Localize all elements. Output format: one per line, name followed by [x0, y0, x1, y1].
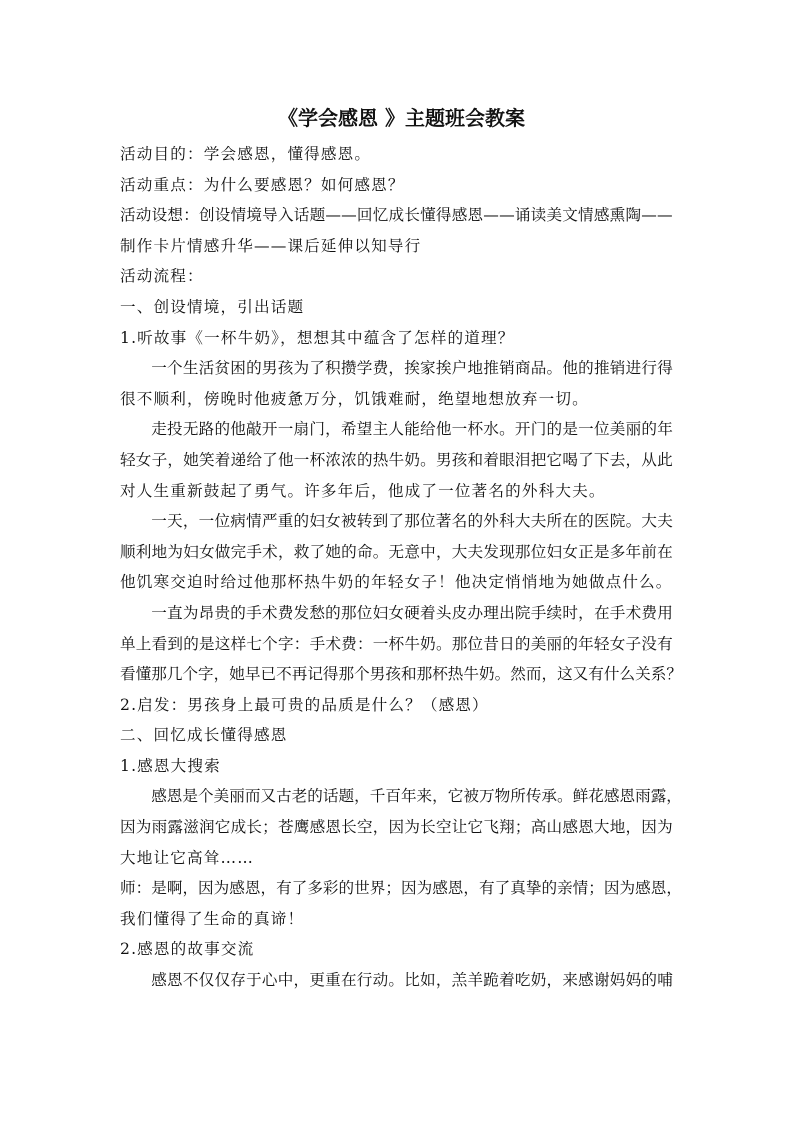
text-line: 2.启发：男孩身上最可贵的品质是什么？（感恩） [120, 695, 489, 714]
text-line: 看 懂 那 几 个 字 ， 她 早 已 不 再 记 得 那 个 男 孩 和 那 杯 热 牛 奶 。 然 而 ， 这 又 有 什 么 关 系 ？ [120, 665, 682, 684]
text-line: 制作卡片情感升华——课后延伸以知导行 [120, 236, 422, 255]
text-line: 2.感恩的故事交流 [120, 940, 255, 959]
text-line: 1.听故事《一杯牛奶》，想想其中蕴含了怎样的道理？ [120, 328, 515, 347]
text-line: 大地让它高耸…… [120, 848, 254, 867]
text-line: 他饥寒交迫时给过他那杯热牛奶的年轻女子！他决定悄悄地为她做点什么。 [120, 573, 673, 592]
text-line: 感 恩 是 个 美 丽 而 又 古 老 的 话 题 ， 千 百 年 来 ， 它 被 万 物 所 传 承 。 鲜 花 感 恩 雨 露 ， [151, 787, 682, 806]
text-line: 活 动 设 想 ： 创 设 情 境 导 入 话 题 — — 回 忆 成 长 懂 得 感 恩 — — 诵 读 美 文 情 感 熏 陶 — — [120, 206, 673, 225]
text-line: 一 天 ， 一 位 病 情 严 重 的 妇 女 被 转 到 了 那 位 著 名 的 外 科 大 夫 所 在 的 医 院 。 大 夫 [151, 512, 673, 531]
text-line: 很不顺利，傍晚时他疲惫万分，饥饿难耐，绝望地想放弃一切。 [120, 389, 589, 408]
text-line: 因 为 雨 露 滋 润 它 成 长 ； 苍 鹰 感 恩 长 空 ， 因 为 长 空 让 它 飞 翔 ； 高 山 感 恩 大 地 ， 因 为 [120, 818, 673, 837]
text-line: 感 恩 不 仅 仅 存 于 心 中 ， 更 重 在 行 动 。 比 如 ， 羔 羊 跪 着 吃 奶 ， 来 感 谢 妈 妈 的 哺 [151, 971, 673, 990]
text-line: 单 上 看 到 的 是 这 样 七 个 字 ： 手 术 费 ： 一 杯 牛 奶 。 那 位 昔 日 的 美 丽 的 年 轻 女 子 没 有 [120, 634, 673, 653]
text-line: 顺 利 地 为 妇 女 做 完 手 术 ， 救 了 她 的 命 。 无 意 中 ， 大 夫 发 现 那 位 妇 女 正 是 多 年 前 在 [120, 542, 673, 561]
text-line: 活动重点：为什么要感恩？如何感恩？ [120, 175, 405, 194]
section-heading: 二、回忆成长懂得感恩 [120, 726, 288, 745]
text-line: 1.感恩大搜索 [120, 756, 221, 775]
text-line: 一 直 为 昂 贵 的 手 术 费 发 愁 的 那 位 妇 女 硬 着 头 皮 办 理 出 院 手 续 时 ， 在 手 术 费 用 [151, 603, 673, 622]
section-heading: 一、创设情境，引出话题 [120, 297, 305, 316]
text-line: 活动目的：学会感恩，懂得感恩。 [120, 145, 372, 163]
text-line: 走 投 无 路 的 他 敲 开 一 扇 门 ， 希 望 主 人 能 给 他 一 杯 水 。 开 门 的 是 一 位 美 丽 的 年 [151, 420, 673, 439]
text-line: 一 个 生 活 贫 困 的 男 孩 为 了 积 攒 学 费 ， 挨 家 挨 户 地 推 销 商 品 。 他 的 推 销 进 行 得 [151, 359, 673, 378]
text-line: 活动流程： [120, 267, 204, 286]
text-line: 轻 女 子 ， 她 笑 着 递 给 了 他 一 杯 浓 浓 的 热 牛 奶 。 男 孩 和 着 眼 泪 把 它 喝 了 下 去 ， 从 此 [120, 450, 673, 469]
text-line: 对人生重新鼓起了勇气。许多年后，他成了一位著名的外科大夫。 [120, 481, 606, 500]
text-line: 我们懂得了生命的真谛！ [120, 909, 305, 928]
document-title: 《学会感恩 》主题班会教案 [278, 106, 525, 130]
text-line: 师 ： 是 啊 ， 因 为 感 恩 ， 有 了 多 彩 的 世 界 ； 因 为 感 恩 ， 有 了 真 挚 的 亲 情 ； 因 为 感 恩 ， [120, 879, 682, 898]
document-page [120, 101, 682, 996]
document-body [120, 139, 682, 996]
